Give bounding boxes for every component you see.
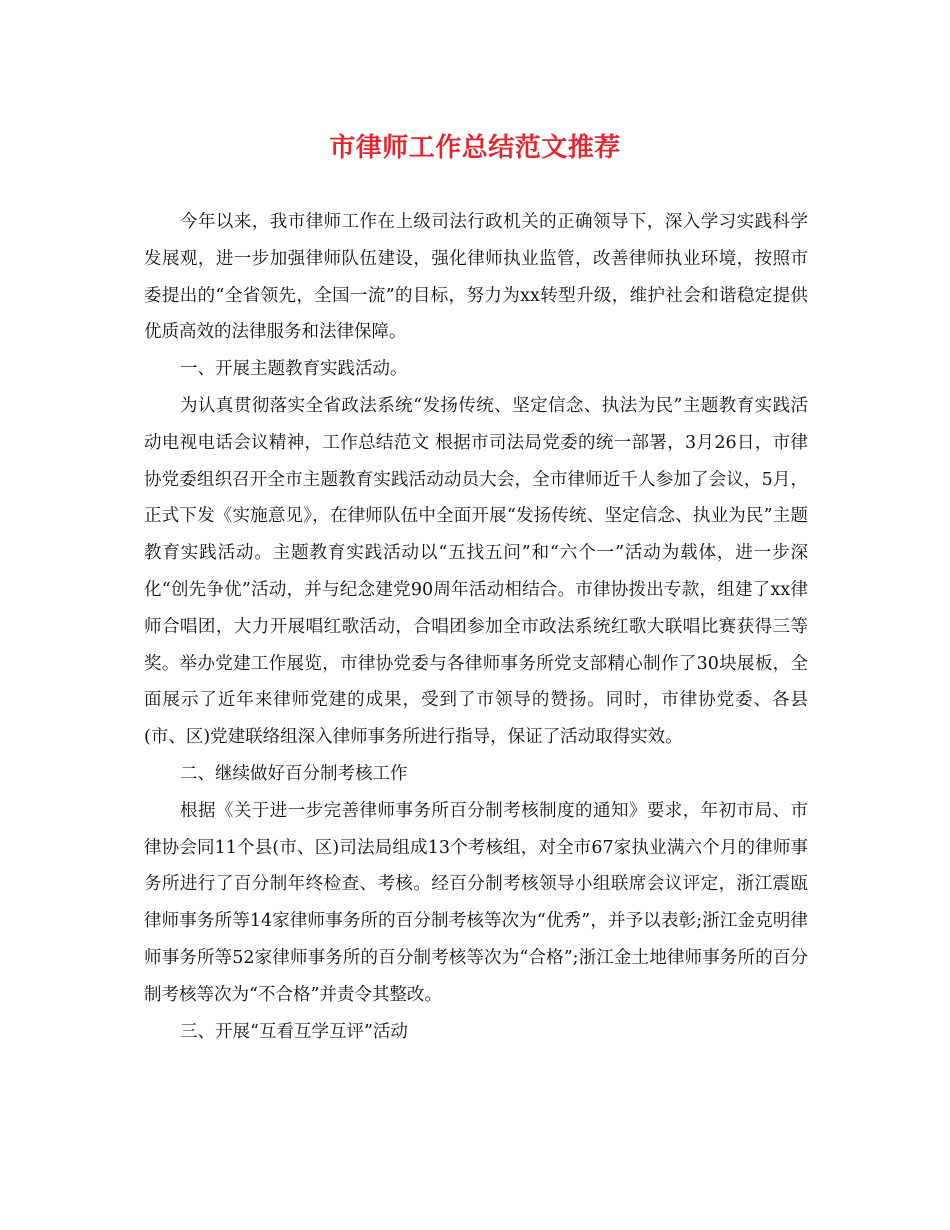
intro-paragraph: 今年以来，我市律师工作在上级司法行政机关的正确领导下，深入学习实践科学发展观，进一步加强律师队伍建设，强化律师执业监管，改善律师执业环境，按照市委提出的“全省领先，全国一流”的目标，努力为xx转型升级，维护社会和谐稳定提供优质高效的法律服务和法律保障。 [144,212,808,343]
document-body [144,204,808,1050]
document-title: 市律师工作总结范文推荐 [329,133,621,163]
section-heading-3: 三、开展“互看互学互评”活动 [180,1021,408,1042]
section-heading-2: 二、继续做好百分制考核工作 [180,763,408,784]
section-heading-1: 一、开展主题教育实践活动。 [180,359,408,380]
section-1-paragraph: 为认真贯彻落实全省政法系统“发扬传统、坚定信念、执法为民”主题教育实践活动电视电话会议精神，工作总结范文 根据市司法局党委的统一部署，3月26日，市律协党委组织召开全市主题教育实践活动动员大会，全市律师近千人参加了会议，5月，正式下发《实施意见》，在律师队伍中全面开展“发扬传统、坚定信念、执业为民”主题教育实践活动。主题教育实践活动以“五找五问”和“六个一”活动为载体，进一步深化“创先争优”活动，并与纪念建党90周年活动相结合。市律协拨出专款，组建了xx律师合唱团，大力开展唱红歌活动，合唱团参加全市政法系统红歌大联唱比赛获得三等奖。举办党建工作展览，市律协党委与各律师事务所党支部精心制作了30块展板，全面展示了近年来律师党建的成果，受到了市领导的赞扬。同时，市律协党委、各县(市、区)党建联络组深入律师事务所进行指导，保证了活动取得实效。 [144,395,808,748]
section-2-paragraph: 根据《关于进一步完善律师事务所百分制考核制度的通知》要求，年初市局、市律协会同11个县(市、区)司法局组成13个考核组，对全市67家执业满六个月的律师事务所进行了百分制年终检查、考核。经百分制考核领导小组联席会议评定，浙江震瓯律师事务所等14家律师事务所的百分制考核等次为“优秀”，并予以表彰;浙江金克明律师事务所等52家律师事务所的百分制考核等次为“合格”;浙江金土地律师事务所的百分制考核等次为“不合格”并责令其整改。 [144,800,808,1005]
